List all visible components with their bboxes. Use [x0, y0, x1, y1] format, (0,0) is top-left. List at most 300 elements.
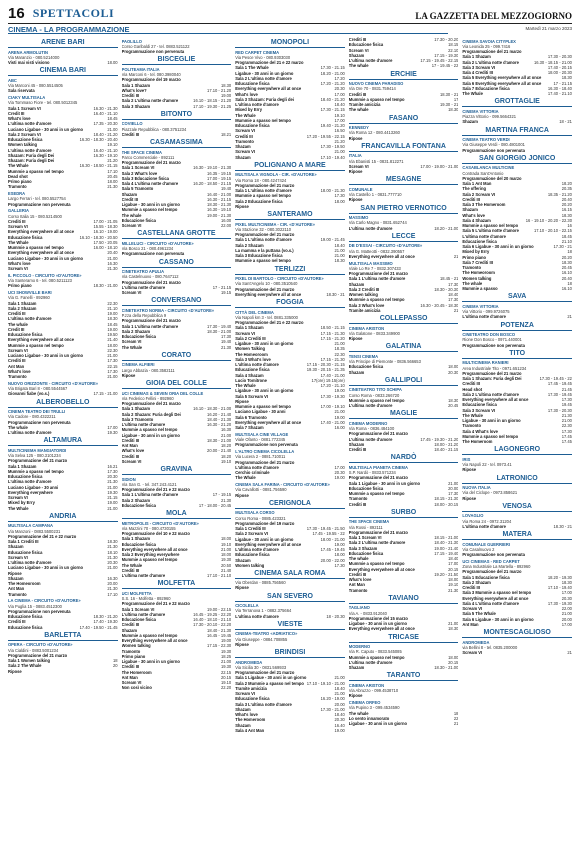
showtimes: 19.10 — [107, 142, 118, 148]
film-title: Tramonto — [8, 591, 27, 597]
showtime-row — [8, 266, 118, 271]
film-title: Sala 5 Scream VI — [235, 393, 268, 399]
film-title: L'ultima notte d'amore — [235, 547, 279, 552]
film-title: Sala 1 L'ultima notte d'amore — [235, 237, 292, 243]
showtimes: 19.15 — [220, 290, 232, 295]
cinema-name: DB D'ESSAI - CIRCUITO «D'AUTORE» — [348, 243, 423, 249]
showtimes: 17.45 — [561, 439, 572, 444]
film-title: Sala 1 Women talking — [8, 658, 51, 663]
showtime-row — [349, 403, 459, 408]
showtimes: 18.00 — [334, 552, 345, 558]
city-heading: GALATINA — [349, 343, 459, 352]
cinema-name: PIXEL MULTICINEMA - CIR. «D'AUTORE» — [235, 221, 315, 227]
showtimes: 17.30 — [561, 397, 572, 402]
showtimes: 17 - 19.45 - 22 — [431, 63, 459, 69]
showtimes: 18.40 - 21.15 — [434, 447, 459, 452]
showtimes: 21.00 — [107, 374, 118, 379]
cinema-name: COMUNALE — [348, 186, 373, 192]
film-title: Tramonto — [462, 265, 482, 270]
showtimes: 19.40 - 21.20 — [320, 123, 345, 128]
showtimes: 21.10 — [561, 238, 572, 244]
cinema-address: Via Giuseppe Verdi - 080.4801001 — [462, 142, 525, 148]
showtimes: 16 - 19.10 - 20.20 - 22.30 — [525, 217, 572, 223]
showtimes: 18.45 - 21 — [439, 276, 459, 282]
showtimes: 17.40 - 19.30 — [93, 619, 118, 625]
film-title: L'ultima notte d'amore — [8, 430, 52, 435]
film-title: Educazione fisica — [348, 550, 384, 556]
film-title: Sala 3 Tramonto — [121, 416, 154, 422]
showtime-row — [235, 425, 345, 430]
cinema-name: CINETEATRO DON BOSCO — [462, 332, 516, 337]
showtime-row — [8, 506, 118, 511]
film-title: Programmazione del 21 marzo — [121, 318, 181, 324]
film-title: The Whale — [121, 562, 143, 568]
showtimes: 21 — [567, 650, 572, 655]
showtimes: 16.30 — [220, 427, 232, 433]
showtimes: 17.15 - 21.30 — [320, 330, 345, 336]
showtimes: 17.00 — [334, 117, 345, 123]
showtimes: 17.30 - 21.00 — [320, 706, 345, 712]
showtimes: 19.00 — [107, 311, 118, 316]
showtimes — [456, 136, 458, 141]
showtimes: 18.00 — [107, 60, 118, 65]
film-title: L'ultima notte d'amore — [348, 659, 393, 665]
showtimes — [456, 693, 458, 698]
film-title: Educazione fisica — [462, 238, 497, 244]
cinema-address: Via Principe di Piemonte - 0836.566653 — [348, 359, 421, 364]
film-title: Sala 2 Mummie a spasso nel tempo — [235, 680, 304, 686]
film-title: Programmazione del 21 marzo — [348, 529, 408, 535]
film-title: Women talking — [235, 562, 265, 568]
film-title: Tramonto — [8, 374, 27, 379]
cinema-name: TAGLIANO — [348, 605, 370, 611]
film-title: Mummie a spasso nel tempo — [8, 168, 64, 174]
cinema-name: MULTISALA CORSO — [235, 510, 275, 516]
showtimes: 16.30 - 18.30 - 20.40 — [79, 137, 118, 142]
cinema-name: CASABLANCA MULTICINE — [462, 165, 515, 171]
section-title: SPETTACOLI — [32, 6, 115, 20]
film-title: Sala 1 Shazam: Furia degli Dei — [462, 376, 522, 381]
film-title: Sala 2 Shazam: Furia degli Dei — [121, 411, 181, 417]
film-title: The whale — [462, 280, 483, 286]
cinema-name: CINEMA TEATRO VERDI — [462, 137, 510, 142]
film-title: Crediti III — [121, 622, 140, 628]
film-title: Tramite amicizia — [348, 307, 381, 313]
film-title: Shazam — [462, 207, 478, 213]
film-title: The Whale — [8, 505, 29, 511]
showtimes: 19.10 — [220, 458, 232, 464]
showtimes: 17.30 - 21 — [553, 244, 572, 249]
showtimes: 21.30 — [107, 586, 118, 592]
film-title: Ligabue - 30 anni in un giorno — [235, 388, 294, 394]
cinema-address: Via Oberdan - 0885.756560 — [235, 580, 286, 585]
showtimes: 18.00 — [107, 342, 118, 348]
cinema-name: ANDROMEDA — [235, 659, 263, 665]
film-title: Tramonto — [8, 184, 27, 190]
film-title: Programmazione non pervenuta — [462, 147, 525, 153]
showtime-row — [349, 665, 459, 670]
showtimes: 18.00 — [334, 198, 345, 204]
film-title: Crediti III — [8, 218, 26, 224]
showtimes: 22.15 — [107, 363, 118, 369]
film-title: Mummie a spasso — [462, 286, 498, 291]
showtimes: 16.30 - 18.40 — [547, 85, 572, 91]
film-title: Primo piano — [8, 179, 32, 184]
showtimes: 21.00 — [220, 659, 232, 664]
showtimes: 18.30 — [561, 212, 572, 218]
cinema-address: Largo Abbazia - 080.3582111 — [121, 367, 175, 373]
cinema-name: CINEMA SALA FARINA - CIRCUITO «D'AUTORE» — [235, 482, 330, 487]
showtimes: 21 — [453, 253, 459, 259]
showtimes: 21.10 — [107, 305, 118, 311]
showtimes: 18.30 — [448, 626, 459, 632]
page-header — [8, 6, 572, 24]
cinema-name: CINEMA SAVOIA CITYPLEX — [462, 38, 516, 44]
film-title: Sala 2 Shazam — [235, 242, 264, 248]
film-title: Everything everywhere — [8, 489, 53, 495]
showtimes: 16.15 — [561, 207, 572, 213]
cinema-address: Via Roma - 0836.484100 — [348, 426, 395, 431]
showtimes: 16.30 - 19.10 - 21.30 — [193, 165, 232, 171]
city-heading: CONVERSANO — [122, 297, 232, 306]
film-title: Sala 3 Scream VI — [462, 64, 496, 70]
showtimes: 16.30 — [107, 575, 118, 581]
showtime-row — [349, 588, 459, 593]
cinema-address: Piazzale Repubblica - 080.3751234 — [121, 126, 187, 132]
cinema-address: Via Napoli km 3 - tel. 0881.335000 — [235, 314, 298, 320]
showtime-row — [349, 197, 459, 202]
film-title: Programmazione non pervenuta — [8, 419, 71, 425]
film-title: Everything everywhere all at once — [348, 626, 415, 632]
film-title: Luciano Ligabue - 30 anni in un giorno — [8, 255, 84, 261]
film-title: Programmazione del 15 marzo — [348, 615, 408, 621]
showtimes: 17 - 19.15 — [212, 492, 232, 498]
showtimes: 18.30 — [107, 316, 118, 322]
film-title: Programmazione del 21 marzo — [348, 271, 408, 276]
film-title: L'ultima notte d'amore — [121, 611, 166, 617]
showtimes: 17.15 - 21.30 — [320, 356, 345, 362]
film-title: Sala 2 Shazam — [8, 305, 37, 311]
film-title: Ripose — [348, 197, 363, 203]
showtimes: 18 — [567, 280, 572, 286]
film-title: Sala 1 Scream VI — [348, 535, 382, 540]
showtime-row — [462, 496, 572, 501]
showtime-row — [462, 467, 572, 472]
city-heading: SANTERAMO — [235, 211, 345, 220]
city-heading: BRINDISI — [235, 649, 345, 658]
showtimes: 21.00 — [334, 149, 345, 155]
film-title: Programmazione del 19 marzo — [121, 77, 181, 83]
film-title: Everything everywhere all at once — [462, 397, 529, 402]
film-title: Mixed by Erry — [462, 249, 490, 255]
showtimes — [229, 251, 231, 256]
showtimes: 20.45 — [561, 265, 572, 270]
film-title: Ligabue - 30 anni in un giorno — [235, 70, 294, 76]
showtimes: 18.40 - 21.30 — [434, 540, 459, 546]
film-title: Crediti III — [121, 93, 140, 98]
showtimes — [570, 496, 572, 501]
film-title: Sala 2 Scream VI — [462, 191, 496, 197]
showtimes: 18.00 — [220, 552, 232, 557]
showtimes: 16.40 - 21.00 — [207, 191, 232, 197]
showtimes: 21.00 — [220, 546, 232, 552]
showtimes: 17.30 — [448, 297, 459, 303]
showtimes: 17.30 — [107, 468, 118, 474]
cinema-name: MASSIMO — [348, 215, 369, 220]
showtimes: 18.40 - 21.30 — [207, 627, 232, 633]
film-title: Educazione fisica — [121, 334, 156, 339]
showtimes: 22.30 — [561, 423, 572, 429]
showtimes: 16.40 — [334, 722, 345, 728]
showtimes: 18.00 - 21.00 — [320, 536, 345, 542]
showtimes: 17.15 - 22.30 — [207, 643, 232, 649]
showtimes: 22.00 — [561, 606, 572, 611]
film-title: L'ultima notte d'amore — [235, 102, 279, 107]
film-title: Tramite amicizia — [348, 102, 381, 107]
cinema-address: Via Sant'Angelo 10 - 080.3510540 — [235, 281, 298, 287]
cinema-address: Via Roma 18 - 080.4247424 — [235, 177, 287, 183]
film-title: Educazione fisica — [235, 552, 270, 558]
showtimes: 17(ore) 19.15(ore) — [311, 377, 345, 383]
cinema-address: Via Ore 70 - 0831.759414 — [348, 86, 396, 92]
film-title: Scream VI — [8, 266, 28, 271]
showtimes: 18.00 — [220, 536, 232, 542]
showtimes: 16.40 - 21.10 — [93, 147, 118, 153]
city-heading: MONOPOLI — [235, 39, 345, 48]
showtimes: 17.40 - 20.15 — [547, 64, 572, 70]
showtime-row — [235, 258, 345, 263]
showtimes: 22.10 — [448, 47, 459, 53]
showtimes: 17.30 - 20.30 — [547, 54, 572, 60]
showtimes: 21.00 — [334, 691, 345, 696]
film-title: Sala 3 Mummie a spasso nel tempo — [462, 590, 532, 596]
showtimes: 16.20 - 21.40 — [207, 411, 232, 417]
showtime-row — [349, 693, 459, 698]
film-title: Crediti III — [462, 585, 480, 590]
showtime-row — [349, 502, 459, 507]
showtimes: 22 — [453, 715, 459, 721]
showtimes: 17.45 — [561, 433, 572, 439]
showtimes: 19.20 - 21.50 — [434, 571, 459, 577]
film-title: Programmazione del 21 e 22 marzo — [235, 320, 304, 325]
showtimes: 20.00 — [107, 581, 118, 586]
cinema-address: Via Mazzini 70 - 080.4730155 — [121, 525, 176, 531]
showtimes: 21.40 — [107, 337, 118, 343]
cinema-name: TENSI CINEMA — [348, 353, 379, 359]
film-title: Sala 2 L'ultima notte d'amore — [121, 98, 179, 104]
cinema-name: PAOLILLO — [121, 38, 142, 44]
showtimes: 22.30 — [107, 300, 118, 306]
film-title: Women talking — [462, 275, 492, 281]
film-title: Programmazione del 21 marzo — [8, 652, 68, 658]
city-heading: TRICASE — [349, 634, 459, 643]
film-title: Ripose — [348, 693, 363, 699]
showtime-row — [122, 223, 232, 228]
showtimes: 21.00 — [448, 621, 459, 626]
film-title: Sala 3 L'ultima notte d'amore — [235, 701, 292, 707]
film-title: Luciano Ligabue - 30 anni in un giorno — [8, 565, 84, 571]
city-heading: TAVIANO — [349, 595, 459, 604]
showtime-row — [8, 184, 118, 189]
film-title: Everything everywhere all at once — [8, 337, 74, 343]
showtimes: 18.10 — [107, 549, 118, 555]
city-heading: TERLIZZI — [235, 266, 345, 275]
film-title: Programmazione del 21 marzo — [235, 182, 295, 188]
showtime-row — [462, 439, 572, 444]
cinema-name: MULTISALA CINE VILLAGE — [235, 431, 289, 437]
film-title: Scream VI — [8, 224, 28, 229]
film-title: Cerchio criminale — [235, 470, 270, 475]
film-title: Crediti III — [348, 571, 367, 577]
showtimes: 20.15 — [220, 674, 232, 680]
cinema-address: Via Napoli 22 - tel. 0973.41 — [462, 462, 512, 467]
showtime-row — [349, 308, 459, 313]
film-title: Sala 1 The Whale — [235, 65, 269, 71]
film-title: Programmazione del 21 marzo — [235, 670, 295, 675]
showtimes: 21.00 — [107, 353, 118, 358]
film-title: Sala 2 Everything everywhere — [121, 552, 180, 557]
film-title: Scream VI — [121, 680, 142, 685]
showtime-row — [349, 721, 459, 726]
film-title: Sala 1 Scream VI — [121, 606, 155, 612]
film-title: Educazione fisica — [121, 217, 156, 223]
showtimes: 21 — [567, 314, 572, 320]
showtimes: 21.30 — [107, 544, 118, 550]
film-title: L'ultima notte d'amore — [8, 121, 52, 127]
showtimes: 17.00 - 21.05 — [93, 218, 118, 224]
film-title: Sala 1 Ligabue - 30 anni in un giorno — [348, 480, 420, 486]
showtimes: 21.00 — [561, 611, 572, 617]
city-heading: BISCEGLIE — [122, 56, 232, 65]
showtimes: 19.30 — [220, 557, 232, 563]
film-title: Sala 2 Crediti III — [235, 335, 266, 341]
showtimes: 18.30 - 21.20 — [93, 614, 118, 619]
showtime-row — [462, 622, 572, 627]
cinema-name: CINEMA TEATRO DEI TRULLI — [8, 409, 66, 414]
showtimes: 16.30 - 18.15 - 21.00 — [533, 59, 572, 65]
film-title: The Whale — [235, 475, 256, 481]
showtimes: 21.00 — [220, 432, 232, 438]
showtimes: 18.45 — [107, 321, 118, 327]
film-title: Sala 1 Shazam — [235, 325, 264, 331]
film-title: Scream VI — [235, 128, 255, 134]
city-heading: MARTINA FRANCA — [462, 127, 572, 136]
film-title: Everything everywhere all at once — [121, 638, 188, 643]
showtimes: 16.30 - 20.45 - 18.30 — [420, 302, 459, 308]
film-title: Ripose — [8, 570, 22, 576]
film-title: Ant Man — [8, 363, 25, 369]
showtimes: 21.40 — [220, 567, 232, 573]
cinema-address: Corso Roma - 0833.266720 — [348, 392, 400, 398]
showtimes: 17.30 - 19.30 — [320, 393, 345, 399]
showtime-row — [235, 614, 345, 619]
film-title: What's love — [462, 212, 485, 218]
showtime-row — [8, 391, 118, 396]
showtimes: 18.20 - 21.00 — [434, 225, 459, 231]
film-title: Programmazione del 21 marzo — [235, 459, 295, 465]
film-title: Sala 1 Shazam — [462, 54, 491, 60]
showtimes: 17.40 - 21.00 — [320, 419, 345, 425]
showtimes: 19.30 — [220, 664, 232, 670]
film-title: Sala 1 Shazam — [121, 82, 151, 88]
showtimes: 19.10 — [220, 680, 232, 685]
showtimes — [116, 88, 118, 93]
cinema-name: IL PICCOLO - CIRCUITO «D'AUTORE» — [8, 272, 82, 278]
city-heading: ANDRIA — [8, 513, 118, 522]
cinema-address: Corso Roma - 0885.423321 — [235, 515, 286, 521]
film-title: Sala 1 Scream VI — [8, 105, 41, 111]
showtimes: 16.30 — [107, 260, 118, 266]
city-heading: COLLEPASSO — [349, 315, 459, 324]
showtime-row — [8, 430, 118, 435]
showtimes: 16.30 - 19.10 — [207, 207, 232, 213]
city-heading: GIOIA DEL COLLE — [122, 380, 232, 389]
showtimes: 21.00 — [107, 255, 118, 261]
film-title: Shazam — [235, 144, 251, 149]
film-title: Ripose — [462, 467, 477, 473]
film-title: Educazione fisica — [8, 624, 43, 630]
cinema-address: Via Lucera 2 - 0881.710011 — [235, 454, 286, 460]
film-title: Mummie a spasso nel tempo — [8, 342, 64, 348]
film-title: Sala 4 Crediti III — [462, 70, 493, 75]
film-title: Shazam — [348, 281, 365, 287]
film-title: L'ultima notte d'amore — [121, 573, 166, 578]
cinema-address: Via Casalnuovo 2 — [462, 546, 495, 552]
film-title: Crediti III — [462, 381, 480, 387]
film-title: Credit III — [121, 196, 138, 202]
showtimes: 19.00 — [107, 500, 118, 506]
film-title: Crediti III — [235, 133, 253, 139]
showtimes — [456, 197, 458, 202]
film-title: Scream VI — [348, 163, 369, 169]
cinema-address: Via Tommaso Fiore - tel. 080.5012345 — [8, 100, 78, 106]
film-title: Scream VI — [8, 347, 28, 353]
showtimes: 18.20 — [220, 453, 232, 459]
showtime-row — [8, 60, 118, 65]
showtimes: 20.15 — [448, 659, 459, 665]
showtimes: 20.30 — [107, 560, 118, 565]
cinema-address: Via San G. - tel. 347.243.4121 — [121, 481, 177, 487]
film-title: Ripose — [8, 668, 22, 674]
showtimes: 17 — [453, 96, 459, 102]
film-title: Shazam — [235, 557, 251, 563]
film-title: Scream VI — [121, 458, 142, 464]
showtimes: 16.10 — [561, 286, 572, 291]
showtimes: 21.30 — [107, 184, 118, 190]
showtimes: 16.40 - 21.10 — [93, 110, 118, 116]
showtimes: 17.00 — [334, 464, 345, 470]
film-title: The Whale — [235, 383, 256, 388]
film-title: The whale — [348, 63, 369, 69]
film-title: Ripose — [235, 398, 249, 404]
film-title: Women Talking — [235, 346, 266, 352]
city-heading: ERCHIE — [349, 71, 459, 80]
film-title: Sala 3 What's love — [235, 356, 271, 362]
showtimes: 17.20 - 19.55 - 22.15 — [306, 133, 345, 139]
showtimes: 17.45 - 19.30 - 21.20 — [420, 436, 459, 442]
film-title: The Homeoroom — [8, 581, 41, 586]
city-heading: SURBO — [349, 509, 459, 518]
film-title: Programmazione del 21 marzo — [462, 370, 522, 376]
showtimes: 17.15 - 21.20 — [320, 335, 345, 341]
film-title: Crediti III — [8, 311, 26, 316]
film-title: Head shot — [462, 386, 483, 392]
cinema-address: Via Castello 1 - 0831.777710 — [348, 192, 402, 197]
cinema-name: CITTÀ DEL CINEMA — [235, 309, 274, 315]
showtimes: 18 — [113, 658, 118, 663]
showtimes: 17.30 - 20.20 — [434, 37, 459, 42]
film-title: Sala 1 Scream VI — [121, 165, 155, 171]
